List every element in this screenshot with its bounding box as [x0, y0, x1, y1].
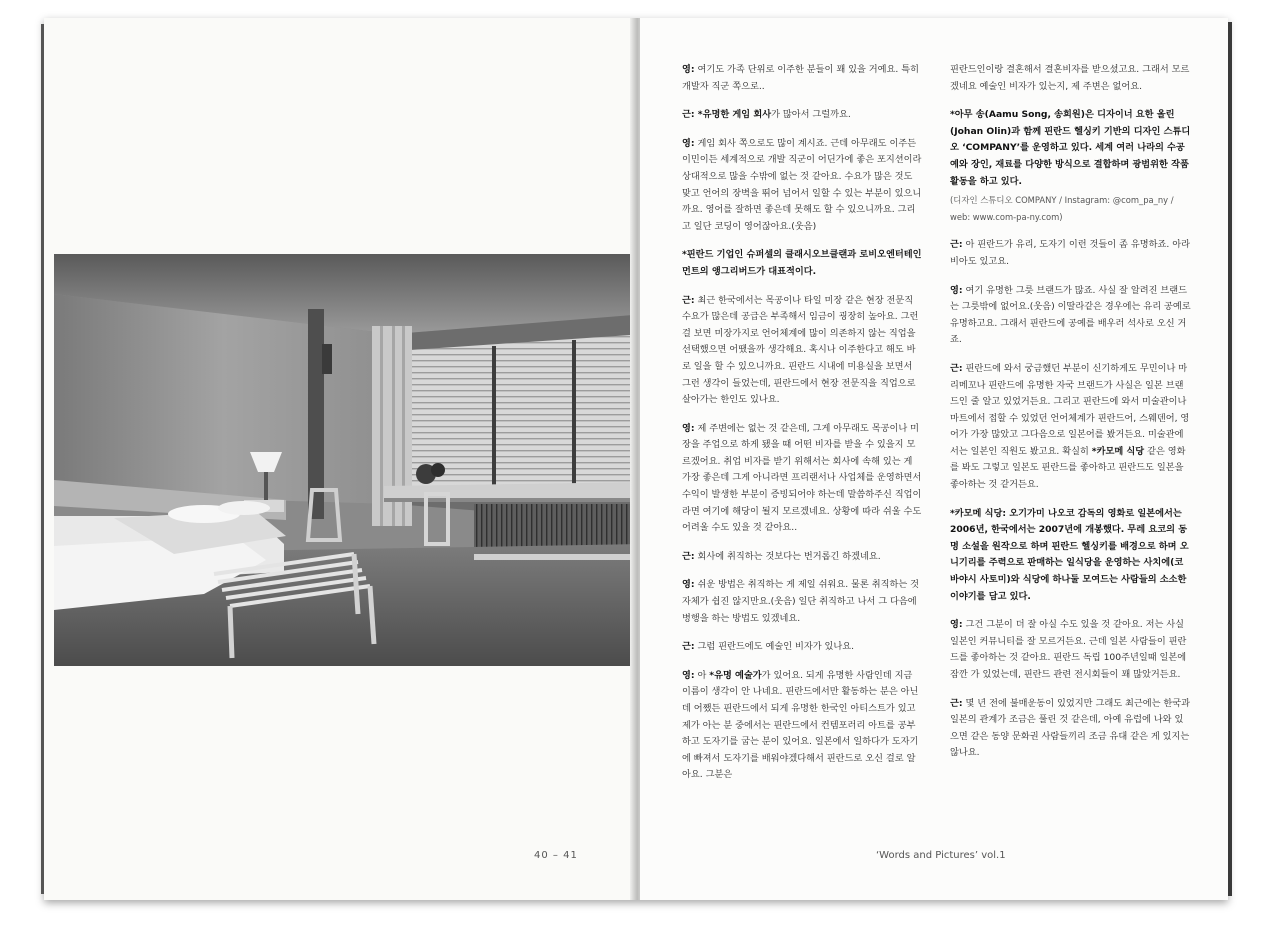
speaker-label: 근:: [950, 239, 963, 251]
speaker-label: 영:: [682, 579, 695, 591]
paragraph: [950, 696, 1192, 762]
paragraph: [950, 617, 1192, 683]
paragraph: [682, 293, 922, 409]
speaker-label: 근:: [682, 294, 695, 306]
paragraph-text: 그건 그분이 더 잘 아실 수도 있을 것 같아요. 저는 사실 일본인 커뮤니티를 잘 모르거든요. 근데 일본 사람들이 핀란드를 좋아하는 것 같아요. 핀란드 독립 100주년일때 일본에 잠깐 가 있었는데, 핀란드 관련 전시회들이 꽤 많았거든요.: [950, 619, 1187, 680]
speaker-label: 영:: [682, 64, 695, 75]
paragraph: [682, 421, 922, 537]
bold-reference: *유명한 게임 회사: [694, 109, 772, 121]
speaker-label: 근:: [950, 697, 963, 709]
paragraph-text: 그럼 핀란드에도 예술인 비자가 있나요.: [694, 641, 855, 653]
footnote: *카모메 식당: 오기가미 나오코 감독의 영화로 일본에서는 2006년, 한국에서는 2007년에 개봉했다. 무레 요코의 동명 소설을 원작으로 하며 핀란드 헬싱키를 배경으로 하며 오니기리를 주력으로 판매하는 일식당을 운영하는 사치에(코바야시 사토미)와 식당에 하나둘 모여드는 사람들의 소소한 이야기를 담고 있다.: [950, 507, 1189, 602]
paragraph-text: 몇 년 전에 불매운동이 있었지만 그래도 최근에는 한국과 일본의 관계가 조금은 풀린 것 같은데, 아예 유럽에 나와 있으면 같은 동양 문화권 사람들끼리 조금 유대 같은 게 있지는 않나요.: [950, 697, 1191, 759]
speaker-label: 영:: [682, 669, 695, 681]
paragraph: [682, 639, 922, 656]
paragraph-text: 회사에 취직하는 것보다는 번거롭긴 하겠네요.: [694, 550, 881, 562]
bold-reference: *유명 예술가: [709, 669, 762, 681]
paragraph: [950, 62, 1192, 95]
speaker-label: 영:: [950, 619, 963, 631]
paragraph-text: 가 있어요. 되게 유명한 사람인데 지금 이름이 생각이 안 나네요. 핀란드에서만 활동하는 분은 아닌데 어쨌든 핀란드에서 되게 유명한 한국인 아티스트가 있고 제가 아는 분 중에서는 핀란드에서 컨템포러리 아트를 공부하고 도자기를 굽는 분이 있어요. 일본에서 일하다가 도자기에 빠져서 도자기를 배워야겠다해서 핀란드로 오신 걸로 알아요. 그분은: [682, 669, 919, 781]
paragraph: [682, 107, 922, 124]
speaker-label: 영:: [682, 137, 695, 149]
paragraph: [682, 577, 922, 627]
paragraph-text: 아: [694, 669, 710, 681]
page-number-left: 40 – 41: [534, 850, 578, 861]
page-edge-right: [1228, 22, 1232, 896]
speaker-label: 근:: [950, 362, 963, 374]
paragraph-text: 최근 한국에서는 목공이나 타일 미장 같은 현장 전문직 수요가 많은데 공급은 부족해서 임금이 굉장히 높아요. 그런 걸 보면 미장가지로 언어체계에 많이 의존하지 않는 직업을 선택했으면 어땠을까 생각해요. 혹시나 이주한다고 해도 바로 일을 할 수 있으니까요. 핀란드 시내에 미용실을 보면서 그런 생각이 들었는데, 핀란드에서 현장 전문직을 직업으로 살아가는 한인도 있나요.: [682, 294, 919, 406]
right-page: [640, 18, 1228, 900]
paragraph: [950, 283, 1192, 349]
paragraph-text: 쉬운 방법은 취직하는 게 제일 쉬워요. 물론 취직하는 것 자체가 쉽진 않지만요.(웃음) 일단 취직하고 나서 그 다음에 병행을 하는 방법도 있겠네요.: [682, 579, 920, 624]
paragraph: [682, 668, 922, 784]
left-page: [44, 18, 636, 900]
paragraph-text: 핀란드인이랑 결혼해서 결혼비자를 받으셨고요. 그래서 모르겠네요 예술인 비자가 있는지, 제 주변은 없어요.: [950, 64, 1190, 92]
paragraph-text: 아 핀란드가 유리, 도자기 이런 것들이 좀 유명하죠. 아라비아도 있고요.: [950, 239, 1190, 267]
bedroom-photo-image: [54, 254, 646, 666]
footnote: *핀란드 기업인 슈퍼셀의 클래시오브클랜과 로비오엔터테인먼트의 앵그리버드가 대표적이다.: [682, 249, 922, 277]
running-footer: ‘Words and Pictures’ vol.1: [876, 850, 1006, 861]
paragraph-text: 핀란드에 와서 궁금했던 부분이 신기하게도 무민이나 마리메꼬나 핀란드에 유명한 자국 브랜드가 사실은 일본 브랜드인 줄 알고 있었거든요. 그리고 핀란드에 와서 미술관이나 마트에서 접할 수 있었던 언어체계가 핀란드어, 스웨덴어, 영어가 가장 많았고 그다음으로 일본어를 봤거든요. 미술관에서는 일본인 직원도 봤고요. 확실히: [950, 362, 1190, 457]
speaker-label: 근:: [682, 550, 695, 562]
paragraph: [682, 549, 922, 566]
paragraph: [682, 62, 922, 95]
speaker-label: 근:: [682, 641, 695, 653]
paragraph-text: 제 주변에는 없는 것 같은데, 그게 아무래도 목공이나 미장을 주업으로 하게 됐을 때 어떤 비자를 받을 수 있을지 모르겠어요. 취업 비자를 받기 위해서는 회사에 속해 있는 게 가장 좋은데 그게 아니라면 프리랜서나 사업체를 운영하면서 수익이 발생한 부분이 증빙되어야 하는데 말씀하주신 직업이라면 여기에 해당이 될지 모르겠네요. 상황에 따라 쉬울 수도 어려울 수도 있을 것 같아요..: [682, 422, 922, 534]
speaker-label: 영:: [682, 422, 695, 434]
bold-reference: *카모메 식당: [1091, 445, 1145, 457]
paragraph-text: 여기도 가족 단위로 이주한 분들이 꽤 있을 거예요. 특히 개발자 직군 쪽으로..: [682, 64, 920, 92]
speaker-label: 근:: [682, 109, 695, 121]
paragraph-text: 가 많아서 그럴까요.: [771, 109, 851, 121]
text-column-1: [682, 62, 922, 796]
text-column-2: [950, 62, 1192, 774]
footnote: *아무 송(Aamu Song, 송희원)은 디자이너 요한 올린(Johan Olin)과 함께 핀란드 헬싱키 기반의 디자인 스튜디오 ‘COMPANY’를 운영하고 있다. 세계 여러 나라의 수공예와 장인, 재료를 다양한 방식으로 결합하며 광범위한 작품활동을 하고 있다.: [950, 109, 1191, 187]
paragraph-text: 같은 영화를 봐도 그렇고 일본도 핀란드를 좋아하고 핀란드도 일본을 좋아하는 것 같거든요.: [950, 445, 1186, 491]
speaker-label: 영:: [950, 284, 963, 296]
paragraph: [682, 136, 922, 236]
paragraph-text: 게임 회사 쪽으로도 많이 계시죠. 근데 아무래도 이주든 이민이든 세계적으로 개발 직군이 어딘가에 좋은 포지션이라 상대적으로 많을 수밖에 없는 것 같아요. 수요가 많은 것도 맞고 언어의 장벽을 뛰어 넘어서 일할 수 있는 부분이 있으니까요. 영어를 잘하면 좋은데 못해도 할 수 있으니까요. 그리고 일단 코딩이 영어잖아요.(웃음): [682, 137, 922, 232]
paragraph-text: 여기 유명한 그릇 브랜드가 많죠. 사실 잘 알려진 브랜드는 그릇밖에 없어요.(웃음) 이딸라같은 경우에는 유리 공예로 유명하고요. 그래서 핀란드에 공예를 배우러 석사로 오신 거죠.: [950, 284, 1191, 346]
paragraph: [950, 361, 1192, 494]
bedroom-photo: [54, 254, 646, 666]
footnote-credit: (디자인 스튜디오 COMPANY / Instagram: @com_pa_ny / web: www.com-pa-ny.com): [950, 195, 1174, 222]
paragraph: [950, 237, 1192, 270]
magazine-spread: [44, 18, 1228, 900]
